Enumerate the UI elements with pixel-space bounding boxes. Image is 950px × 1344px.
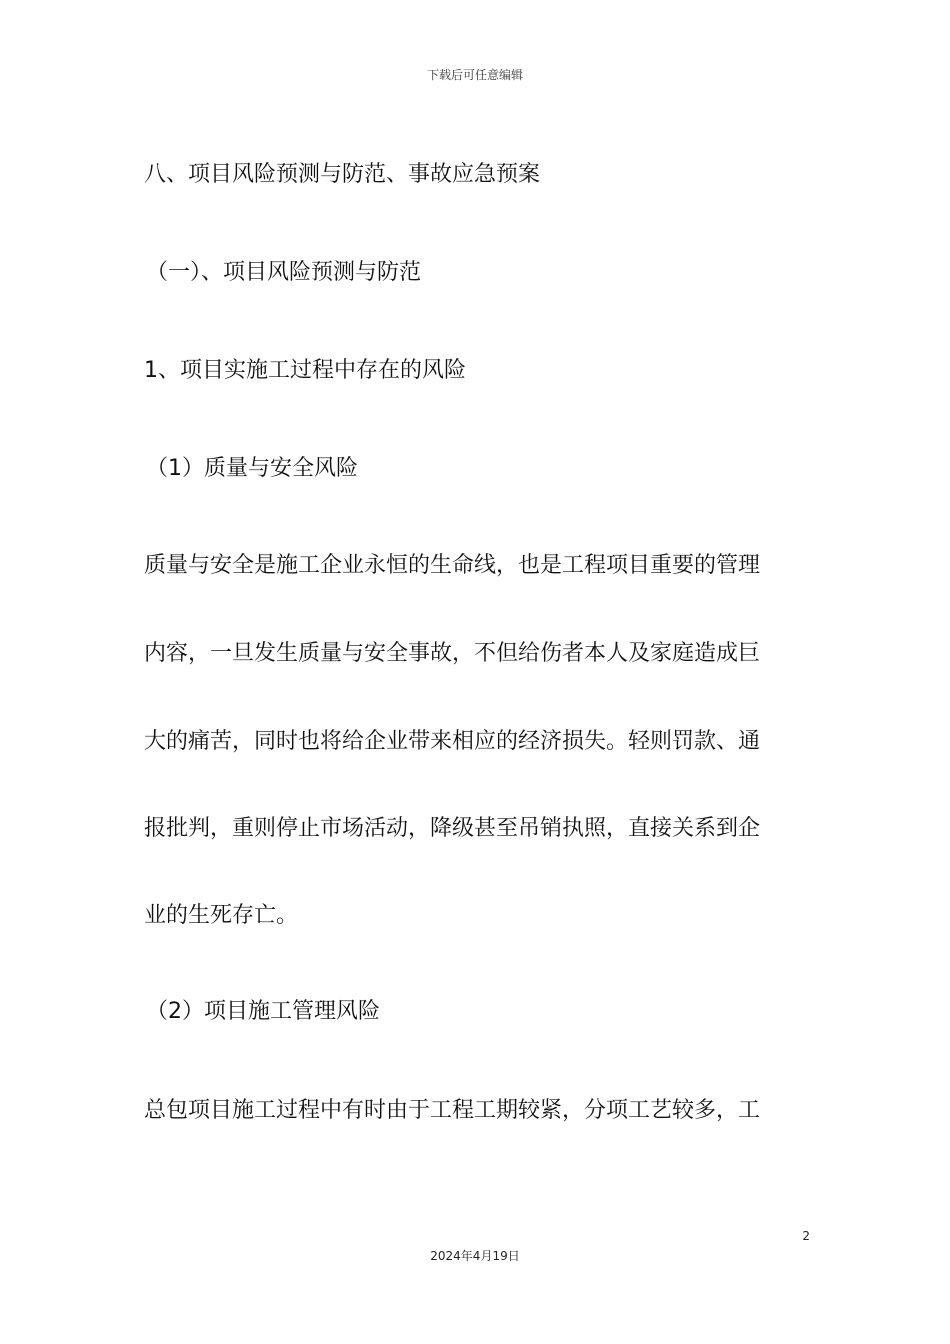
footer-date: 2024年4月19日 [430,1249,520,1263]
heading-risk-2: （2）项目施工管理风险 [146,999,380,1024]
heading-main: 八、项目风险预测与防范、事故应急预案 [144,162,541,187]
heading-risk-1: （1）质量与安全风险 [146,456,358,481]
paragraph-1-line-5: 业的生死存亡。 [144,903,299,928]
page-header: 下载后可任意编辑 [426,68,523,82]
heading-sub: （一）、项目风险预测与防范 [146,260,422,285]
paragraph-1-line-1: 质量与安全是施工企业永恒的生命线，也是工程项目重要的管理 [144,553,761,578]
paragraph-1-line-3: 大的痛苦，同时也将给企业带来相应的经济损失。轻则罚款、通 [144,729,761,754]
paragraph-2-line-1: 总包项目施工过程中有时由于工程工期较紧，分项工艺较多，工 [144,1098,761,1123]
paragraph-1-line-2: 内容，一旦发生质量与安全事故，不但给伤者本人及家庭造成巨 [144,641,761,666]
page-number: 2 [802,1229,810,1243]
paragraph-1-line-4: 报批判，重则停止市场活动，降级甚至吊销执照，直接关系到企 [144,816,761,841]
heading-item-1: 1、项目实施工过程中存在的风险 [144,358,466,383]
